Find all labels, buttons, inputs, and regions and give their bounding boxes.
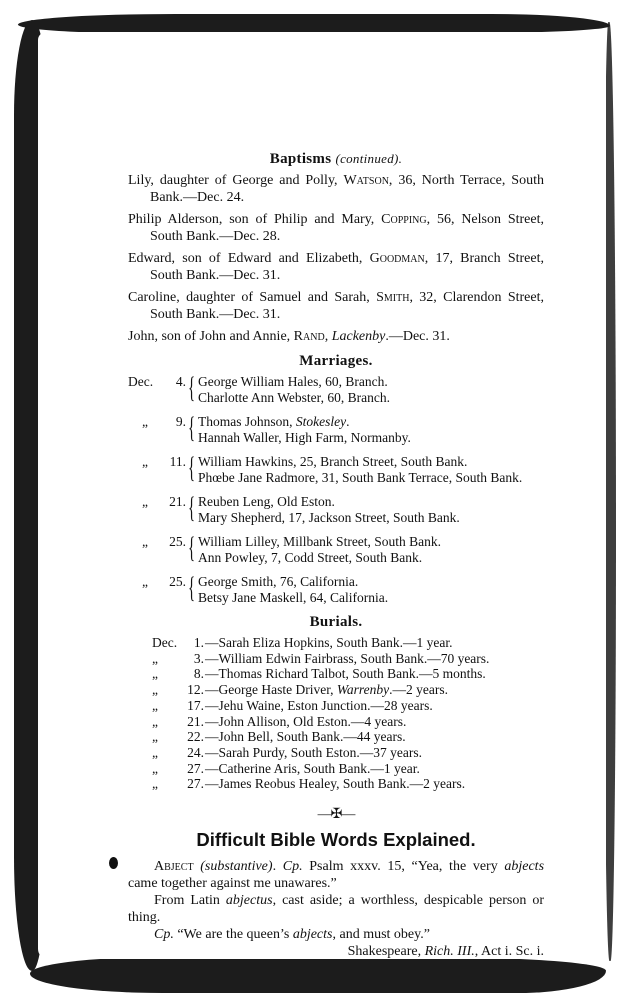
baptisms-continued: (continued). [335, 151, 403, 166]
burial-entry: „ 8. —Thomas Richard Talbot, South Bank.—5 months. [152, 666, 486, 682]
ink-speck [109, 857, 118, 869]
burial-entry: „ 17. —Jehu Waine, Eston Junction.—28 years. [152, 697, 433, 713]
baptism-entry: Edward, son of Edward and Elizabeth, Goodman, 17, Branch Street, South Bank.—Dec. 31. [128, 251, 544, 283]
burial-entry: „ 22. —John Bell, South Bank.—44 years. [152, 729, 406, 745]
burial-entry: „ 24. —Sarah Purdy, South Eston.—37 years. [152, 744, 422, 760]
page-edge-top [18, 14, 610, 34]
baptisms-heading [128, 150, 544, 168]
baptism-entry: Caroline, daughter of Samuel and Sarah, Smith, 32, Clarendon Street, South Bank.—Dec. 31. [128, 290, 544, 322]
bible-words-section [128, 858, 544, 960]
burial-entry: „ 27. —Catherine Aris, South Bank.—1 year. [152, 760, 420, 776]
marriage-entry: Dec. 4. { George William Hales, 60, Branch. Charlotte Ann Webster, 60, Branch. [128, 371, 390, 405]
baptism-entry: Lily, daughter of George and Polly, Watson, 36, North Terrace, South Bank.—Dec. 24. [128, 173, 544, 205]
burial-entry: „ 21. —John Allison, Old Eston.—4 years. [152, 713, 407, 729]
burials-heading: Burials. [309, 614, 363, 630]
shakespeare-quote: Cp. “We are the queen’s abjects, and must obey.” [154, 927, 430, 943]
burial-entry: „ 12. —George Haste Driver, Warrenby.—2 years. [152, 682, 449, 698]
burials-list [152, 635, 544, 792]
marriage-entry: „ 9. { Thomas Johnson, Stokesley. Hannah Waller, High Farm, Normanby. [142, 411, 411, 445]
page-content [128, 148, 544, 960]
burial-entry: „ 3. —William Edwin Fairbrass, South Bank.—70 years. [152, 650, 490, 666]
marriage-entry: „ 21. { Reuben Leng, Old Eston. Mary Shepherd, 17, Jackson Street, South Bank. [142, 491, 460, 525]
baptisms-title: Baptisms [269, 151, 332, 167]
page-edge-bottom [30, 957, 606, 993]
burial-entry: Dec. 1. —Sarah Eliza Hopkins, South Bank.—1 year. [152, 635, 453, 650]
marriage-entry: „ 25. { William Lilley, Millbank Street, South Bank. Ann Powley, 7, Codd Street, South Bank. [142, 531, 442, 565]
burial-entry: „ 27. —James Reobus Healey, South Bank.—2 years. [152, 776, 466, 792]
shakespeare-source: Shakespeare, Rich. III., Act i. Sc. i. [347, 944, 544, 960]
marriage-entry: „ 11. { William Hawkins, 25, Branch Street, South Bank. Phœbe Jane Radmore, 31, South Bank Terrace, South Bank. [142, 451, 523, 485]
baptism-entry: Philip Alderson, son of Philip and Mary, Copping, 56, Nelson Street, South Bank.—Dec. 28. [128, 212, 544, 244]
marriage-entry: „ 25. { George Smith, 76, California. Betsy Jane Maskell, 64, California. [142, 571, 389, 605]
baptism-entry: John, son of John and Annie, Rand, Lackenby.—Dec. 31. [128, 329, 450, 344]
abject-definition: Abject (substantive). Cp. Psalm xxxv. 15, “Yea, the very abjects came together against me unawares.” [128, 859, 545, 892]
latin-origin: From Latin abjectus, cast aside; a worthless, despicable person or thing. [128, 893, 544, 926]
bible-words-title: Difficult Bible Words Explained. [196, 829, 476, 851]
cross-ornament-icon: —✠— [317, 807, 355, 823]
marriages-heading: Marriages. [299, 353, 373, 369]
